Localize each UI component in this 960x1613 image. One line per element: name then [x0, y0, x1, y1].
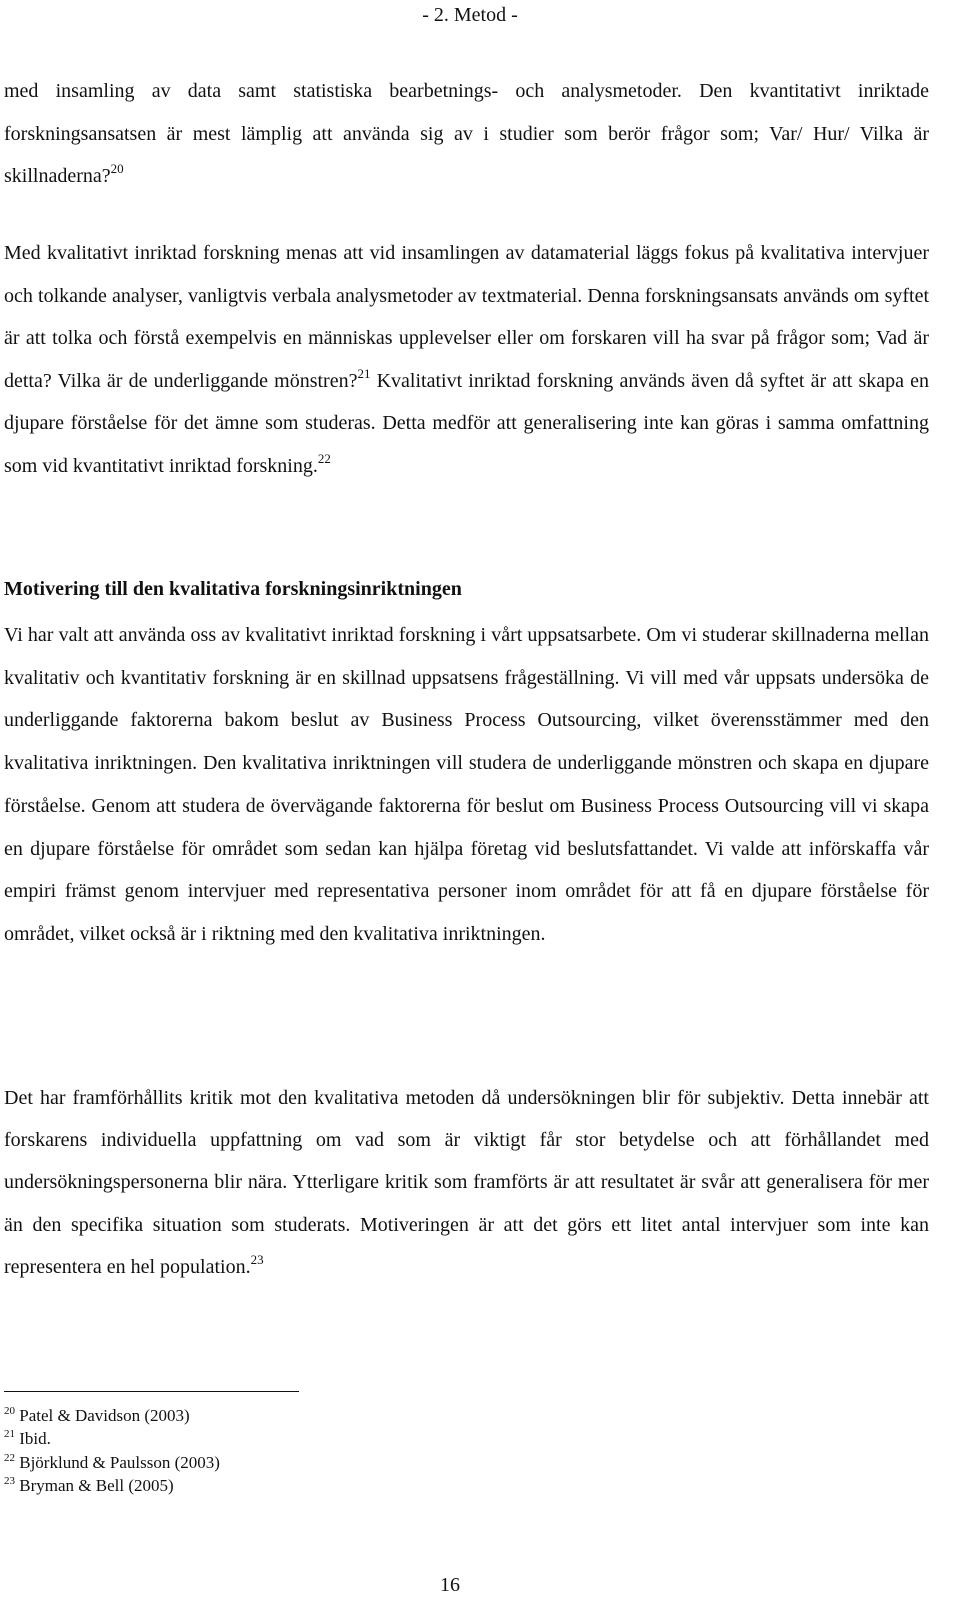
paragraph-qualitative	[4, 232, 929, 487]
footnote-number: 23	[4, 1474, 15, 1487]
footnote-text: Ibid.	[19, 1429, 51, 1449]
footnote-item	[4, 1427, 220, 1450]
footnote-text: Patel & Davidson (2003)	[19, 1406, 190, 1425]
footnote-item	[4, 1474, 220, 1497]
footnote-ref[interactable]: 23	[250, 1251, 264, 1267]
footnote-number: 20	[4, 1405, 15, 1417]
footnote-ref[interactable]: 22	[317, 450, 331, 466]
running-header: - 2. Metod -	[422, 4, 518, 26]
paragraph-text: Kvalitativt inriktad forskning används även då syftet är att skapa en djupare förståelse för det ämne som studeras. Detta medför att generalisering inte kan göras i samma omfattning som vid kvantitativt inriktad forskning.	[4, 369, 929, 477]
paragraph-text: Det har framförhållits kritik mot den kvalitativa metoden då undersökningen blir för subjektiv. Detta innebär att forskarens individuella uppfattning om vad som är viktigt får stor betydelse och att förhållandet med undersökningspersonerna blir nära. Ytterligare kritik som framförts är att resultatet är svår att generalisera för mer än den specifika situation som studerats. Motiveringen är att det görs ett litet antal intervjuer som inte kan representera en hel population.	[4, 1087, 929, 1278]
footnote-number: 21	[4, 1428, 15, 1441]
footnote-item	[4, 1451, 220, 1474]
footnote-ref[interactable]: 20	[110, 161, 124, 176]
paragraph-text: med insamling av data samt statistiska bearbetnings- och analysmetoder. Den kvantitativt inriktade forskningsansatsen är mest lämplig att använda sig av i studier som berör frågor som; Var/ Hur/ Vilka är skillnaderna?	[4, 80, 929, 187]
paragraph-motivation	[4, 614, 929, 956]
section-heading: Motivering till den kvalitativa forskningsinriktningen	[4, 578, 462, 600]
footnote-item	[4, 1404, 220, 1427]
paragraph-criticism	[4, 1077, 929, 1288]
footnote-number: 22	[4, 1451, 15, 1464]
paragraph-text: Vi har valt att använda oss av kvalitativt inriktad forskning i vårt uppsatsarbete. Om vi studerar skillnaderna mellan kvalitativ och kvantitativ forskning är en skillnad uppsatsens frågeställning. Vi vill med vår uppsats undersöka de underliggande faktorerna bakom beslut av Business Process Outsourcing, vilket överensstämmer med den kvalitativa inriktningen. Den kvalitativa inriktningen vill studera de underliggande mönstren och skapa en djupare förståelse. Genom att studera de övervägande faktorerna för beslut om Business Process Outsourcing vill vi skapa en djupare förståelse för området som sedan kan hjälpa företag vid beslutsfattandet. Vi valde att införskaffa vår empiri främst genom intervjuer med representativa personer inom området för att få en djupare förståelse för området, vilket också är i riktning med den kvalitativa inriktningen.	[4, 624, 929, 945]
footnote-text: Björklund & Paulsson (2003)	[19, 1452, 220, 1472]
paragraph-text: Med kvalitativt inriktad forskning menas att vid insamlingen av datamaterial läggs fokus på kvalitativa intervjuer och tolkande analyser, vanligtvis verbala analysmetoder av textmaterial. Denna forskningsansats används om syftet är att tolka och förstå exempelvis en människas upplevelser eller om forskaren vill ha svar på frågor som; Vad är detta? Vilka är de underliggande mönstren?	[4, 242, 929, 392]
footnote-text: Bryman & Bell (2005)	[19, 1475, 174, 1495]
footnote-ref[interactable]: 21	[357, 365, 371, 381]
page-number: 16	[440, 1574, 460, 1596]
footnotes	[4, 1404, 220, 1497]
paragraph-quantitative	[4, 70, 929, 198]
footnote-divider	[4, 1391, 299, 1392]
